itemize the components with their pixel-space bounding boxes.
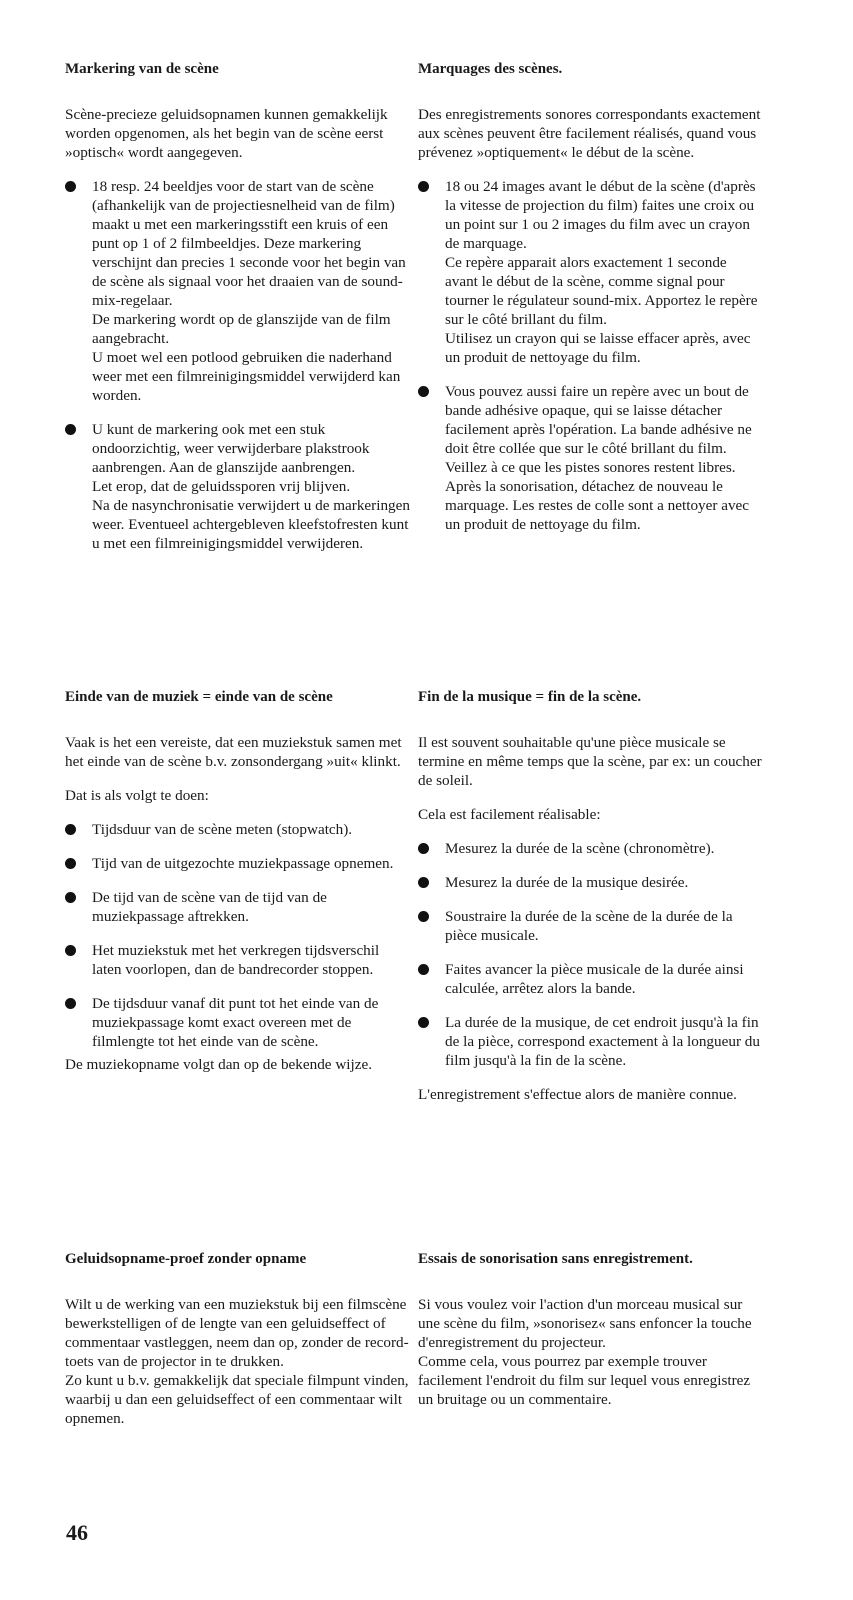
nl-intro: Scène-precieze geluidsopnamen kunnen gemakkelijk worden opgenomen, als het begin van de scène eerst »optisch« wordt aangegeven. [65, 106, 388, 161]
bullet-icon [65, 424, 76, 435]
bullet-icon [418, 964, 429, 975]
list-item: De tijd van de scène van de tijd van de muziekpassage aftrekken. [65, 888, 410, 926]
list-item: Soustraire la durée de la scène de la durée de la pièce musicale. [418, 907, 763, 945]
bullet-icon [418, 386, 429, 397]
bullet-icon [418, 911, 429, 922]
fr-section-title: Essais de sonorisation sans enregistrement. [418, 1251, 693, 1267]
bullet-icon [418, 877, 429, 888]
list-item: Faites avancer la pièce musicale de la durée ainsi calculée, arrêtez alors la bande. [418, 960, 763, 998]
nl-section-title: Einde van de muziek = einde van de scène [65, 689, 333, 705]
list-item: Mesurez la durée de la scène (chronomètre). [418, 839, 763, 858]
fr-section-title: Fin de la musique = fin de la scène. [418, 689, 642, 705]
bullet-icon [65, 892, 76, 903]
bullet-icon [418, 181, 429, 192]
list-item: De tijdsduur vanaf dit punt tot het einde van de muziekpassage komt exact overeen met de filmlengte tot het einde van de scène. [65, 994, 410, 1051]
nl-section-test-recording [65, 1250, 410, 1443]
list-item: Mesurez la durée de la musique desirée. [418, 873, 763, 892]
fr-intro: Il est souvent souhaitable qu'une pièce musicale se termine en même temps que la scène, par ex: un coucher de soleil. [418, 734, 762, 789]
fr-lead: Cela est facilement réalisable: [418, 806, 601, 823]
nl-section-music-end [65, 688, 410, 1089]
list-item: 18 resp. 24 beeldjes voor de start van de scène (afhankelijk van de projectiesnelheid van de film) maakt u met een markeringsstift een kruis of een punt op 1 of 2 filmbeeldjes. Deze markering verschijnt dan precies 1 seconde voor het begin van de scène als signaal voor het draaien van de sound-mix-regelaar. De markering wordt op de glanszijde van de film aangebracht. U moet wel een potlood gebruiken die naderhand weer met een filmreinigingsmiddel verwijderd kan worden. [65, 177, 410, 405]
bullet-icon [418, 1017, 429, 1028]
list-item: Vous pouvez aussi faire un repère avec un bout de bande adhésive opaque, qui se laisse détacher facilement après l'opération. La bande adhésive ne doit être collée que sur le côté brillant du film. Veillez à ce que les pistes sonores restent libres. Après la sonorisation, détachez de nouveau le marquage. Les restes de colle sont a nettoyer avec un produit de nettoyage du film. [418, 382, 763, 534]
fr-outro: L'enregistrement s'effectue alors de manière connue. [418, 1086, 737, 1103]
bullet-icon [65, 824, 76, 835]
page-number: 46 [66, 1520, 88, 1545]
fr-section-scene-marking [418, 60, 763, 549]
fr-body: Si vous voulez voir l'action d'un morceau musical sur une scène du film, »sonorisez« sans enfoncer la touche d'enregistrement du projecteur. Comme cela, vous pourrez par exemple trouver facilement l'endroit du film sur lequel vous enregistrez un bruitage ou un commentaire. [418, 1296, 752, 1408]
list-item: Tijd van de uitgezochte muziekpassage opnemen. [65, 854, 410, 873]
list-item: 18 ou 24 images avant le début de la scène (d'après la vitesse de projection du film) faites une croix ou un point sur 1 ou 2 images du film avec un crayon de marquage. Ce repère apparait alors exactement 1 seconde avant le début de la scène, comme signal pour tourner le régulateur sound-mix. Apportez le repère sur le côté brillant du film. Utilisez un crayon qui se laisse effacer après, avec un produit de nettoyage du film. [418, 177, 763, 367]
nl-intro: Vaak is het een vereiste, dat een muziekstuk samen met het einde van de scène b.v. zonsondergang »uit« klinkt. [65, 734, 402, 770]
bullet-icon [65, 181, 76, 192]
nl-section-title: Geluidsopname-proef zonder opname [65, 1251, 307, 1267]
bullet-icon [418, 843, 429, 854]
nl-body: Wilt u de werking van een muziekstuk bij een filmscène bewerkstelligen of de lengte van een geluidseffect of commentaar vastleggen, neem dan op, zonder de record-toets van de projector in te drukken. Zo kunt u b.v. gemakkelijk dat speciale filmpunt vinden, waarbij u dan een geluidseffect of een commentaar wilt opnemen. [65, 1296, 409, 1427]
fr-section-music-end [418, 688, 763, 1119]
bullet-icon [65, 858, 76, 869]
list-item: Tijdsduur van de scène meten (stopwatch). [65, 820, 410, 839]
list-item: La durée de la musique, de cet endroit jusqu'à la fin de la pièce, correspond exactement à la longueur du film jusqu'à la fin de la scène. [418, 1013, 763, 1070]
list-item: Het muziekstuk met het verkregen tijdsverschil laten voorlopen, dan de bandrecorder stoppen. [65, 941, 410, 979]
bullet-icon [65, 998, 76, 1009]
fr-intro: Des enregistrements sonores correspondants exactement aux scènes peuvent être facilement réalisés, quand vous prévenez »optiquement« le début de la scène. [418, 106, 761, 161]
list-item: U kunt de markering ook met een stuk ondoorzichtig, weer verwijderbare plakstrook aanbrengen. Aan de glanszijde aanbrengen. Let erop, dat de geluidssporen vrij blijven. Na de nasynchronisatie verwijdert u de markeringen weer. Eventueel achtergebleven kleefstofresten kunt u met een filmreinigingsmiddel verwijderen. [65, 420, 410, 553]
nl-section-title: Markering van de scène [65, 61, 219, 77]
nl-lead: Dat is als volgt te doen: [65, 787, 209, 804]
fr-section-title: Marquages des scènes. [418, 61, 563, 77]
nl-outro: De muziekopname volgt dan op de bekende wijze. [65, 1056, 373, 1073]
nl-section-scene-marking [65, 60, 410, 568]
bullet-icon [65, 945, 76, 956]
fr-section-test-recording [418, 1250, 763, 1424]
